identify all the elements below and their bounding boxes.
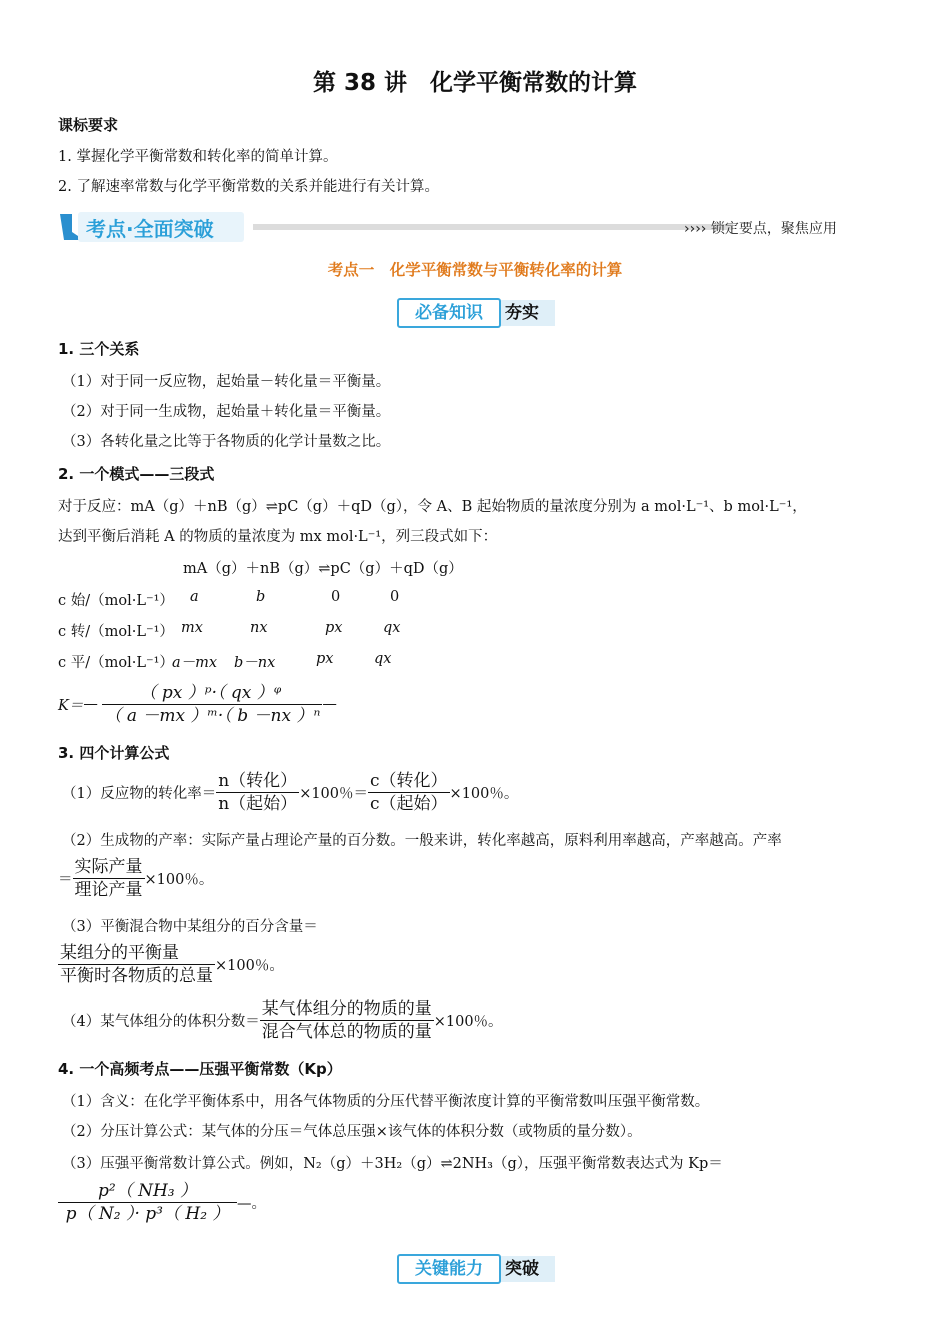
requirement-item: 1. 掌握化学平衡常数和转化率的简单计算。 [58, 149, 338, 165]
numerator: 实际产量 [74, 857, 143, 877]
table-cell: mx [181, 620, 203, 636]
formula-volume [62, 998, 503, 1043]
formula-suffix: ×100％。 [144, 872, 214, 888]
k-prefix: K＝ [58, 698, 84, 714]
formula-label: （4）某气体组分的体积分数＝ [62, 1014, 260, 1030]
knowledge-chip [397, 298, 553, 326]
table-cell: 0 [331, 589, 341, 605]
s1-item: （1）对于同一反应物，起始量－转化量＝平衡量。 [62, 374, 391, 390]
requirement-item: 2. 了解速率常数与化学平衡常数的关系并能进行有关计算。 [58, 179, 439, 195]
page-title: 第 38 讲 化学平衡常数的计算 [312, 70, 638, 96]
s4-heading: 4. 一个高频考点——压强平衡常数（Kp） [58, 1060, 342, 1078]
k-fraction [102, 682, 322, 727]
table-cell: a－mx [172, 655, 218, 671]
denominator: 平衡时各物质的总量 [60, 966, 213, 986]
s2-intro: 达到平衡后消耗 A 的物质的量浓度为 mx mol·L⁻¹，列三段式如下： [58, 529, 498, 545]
denominator: c（起始） [370, 794, 448, 814]
formula-conversion [62, 770, 518, 815]
formula-yield-text: （2）生成物的产率：实际产量占理论产量的百分数。一般来讲，转化率越高，原料利用率越高，产率越高。产率 [62, 833, 782, 849]
fraction [368, 770, 450, 815]
s1-item: （2）对于同一生成物，起始量＋转化量＝平衡量。 [62, 404, 391, 420]
s4-item: （2）分压计算公式：某气体的分压＝气体总压强×该气体的体积分数（或物质的量分数）。 [62, 1124, 642, 1140]
s2-equation: mA（g）＋nB（g）⇌pC（g）＋qD（g） [183, 561, 463, 577]
k-denominator: （ a －mx ）ᵐ·（ b －nx ）ⁿ [104, 706, 321, 726]
formula-yield [58, 856, 213, 901]
kp-denominator: p（ N₂ ）· p³（ H₂ ） [65, 1204, 230, 1224]
table-cell: qx [383, 620, 401, 636]
formula-suffix: ×100％。 [215, 958, 284, 974]
kp-formula [58, 1180, 266, 1225]
kp-numerator: p²（ NH₃ ） [58, 1180, 237, 1203]
table-cell: qx [374, 651, 392, 667]
kp-fraction [58, 1180, 237, 1225]
denominator: 混合气体总的物质的量 [261, 1022, 432, 1042]
table-cell: px [325, 620, 343, 636]
formula-prefix: ＝ [58, 872, 73, 888]
s4-item: （3）压强平衡常数计算公式。例如，N₂（g）＋3H₂（g）⇌2NH₃（g），压强平衡常数表达式为 Kp＝ [62, 1156, 723, 1172]
s2-intro: 对于反应：mA（g）＋nB（g）⇌pC（g）＋qD（g），令 A、B 起始物质的量浓度分别为 a mol·L⁻¹、b mol·L⁻¹， [58, 499, 807, 515]
section-heading: 考点一 化学平衡常数与平衡转化率的计算 [327, 261, 623, 279]
banner-badge-text: 考点·全面突破 [86, 217, 214, 241]
denominator: 理论产量 [74, 880, 143, 900]
chip-box: 必备知识 [397, 298, 501, 328]
numerator: c（转化） [370, 771, 448, 791]
table-cell: px [316, 651, 334, 667]
banner-badge [58, 210, 246, 240]
s1-item: （3）各转化量之比等于各物质的化学计量数之比。 [62, 434, 391, 450]
requirements-heading: 课标要求 [58, 116, 119, 134]
fraction [73, 856, 145, 901]
s4-item: （1）含义：在化学平衡体系中，用各气体物质的分压代替平衡浓度计算的平衡常数叫压强平衡常数。 [62, 1094, 710, 1110]
formula-suffix: ×100％。 [433, 1014, 503, 1030]
fraction [216, 770, 299, 815]
kp-suffix: —。 [237, 1196, 267, 1212]
table-row-label: c 平/（mol·L⁻¹） [58, 655, 174, 671]
k-formula: K＝— $\frac{\text{（ px ）ᵖ·（ qx ）ᵠ}}{\text{（ a －mx ）ᵐ·（ b －nx ）ⁿ}}$ — [58, 683, 337, 726]
chip-tail: 突破 [501, 1256, 555, 1282]
ability-chip [397, 1254, 553, 1282]
formula-content-text: （3）平衡混合物中某组分的百分含量＝ [62, 919, 318, 935]
formula-content [58, 942, 284, 987]
formula-suffix: ×100％。 [449, 786, 519, 802]
s1-heading: 1. 三个关系 [58, 340, 140, 358]
banner-right-text: ›››› 锁定要点，聚焦应用 [684, 221, 837, 237]
fraction [260, 998, 434, 1043]
section-banner [58, 208, 858, 244]
numerator: 某组分的平衡量 [58, 942, 215, 965]
table-cell: 0 [390, 589, 400, 605]
numerator: 某气体组分的物质的量 [261, 999, 432, 1019]
formula-mid: ×100％＝ [299, 786, 369, 802]
s3-heading: 3. 四个计算公式 [58, 744, 170, 762]
numerator: n（转化） [218, 771, 298, 791]
chip-tail: 夯实 [501, 300, 555, 326]
s2-heading: 2. 一个模式——三段式 [58, 465, 215, 483]
chip-box: 关键能力 [397, 1254, 501, 1284]
banner-divider [253, 224, 733, 230]
table-cell: a [190, 589, 199, 605]
fraction [58, 942, 215, 987]
table-row-label: c 始/（mol·L⁻¹） [58, 593, 174, 609]
table-row-label: c 转/（mol·L⁻¹） [58, 624, 174, 640]
formula-label: （1）反应物的转化率＝ [62, 786, 217, 802]
table-cell: b [256, 589, 266, 605]
k-numerator: （ px ）ᵖ·（ qx ）ᵠ [102, 682, 322, 705]
table-cell: nx [250, 620, 268, 636]
table-cell: b－nx [234, 655, 276, 671]
denominator: n（起始） [218, 794, 298, 814]
